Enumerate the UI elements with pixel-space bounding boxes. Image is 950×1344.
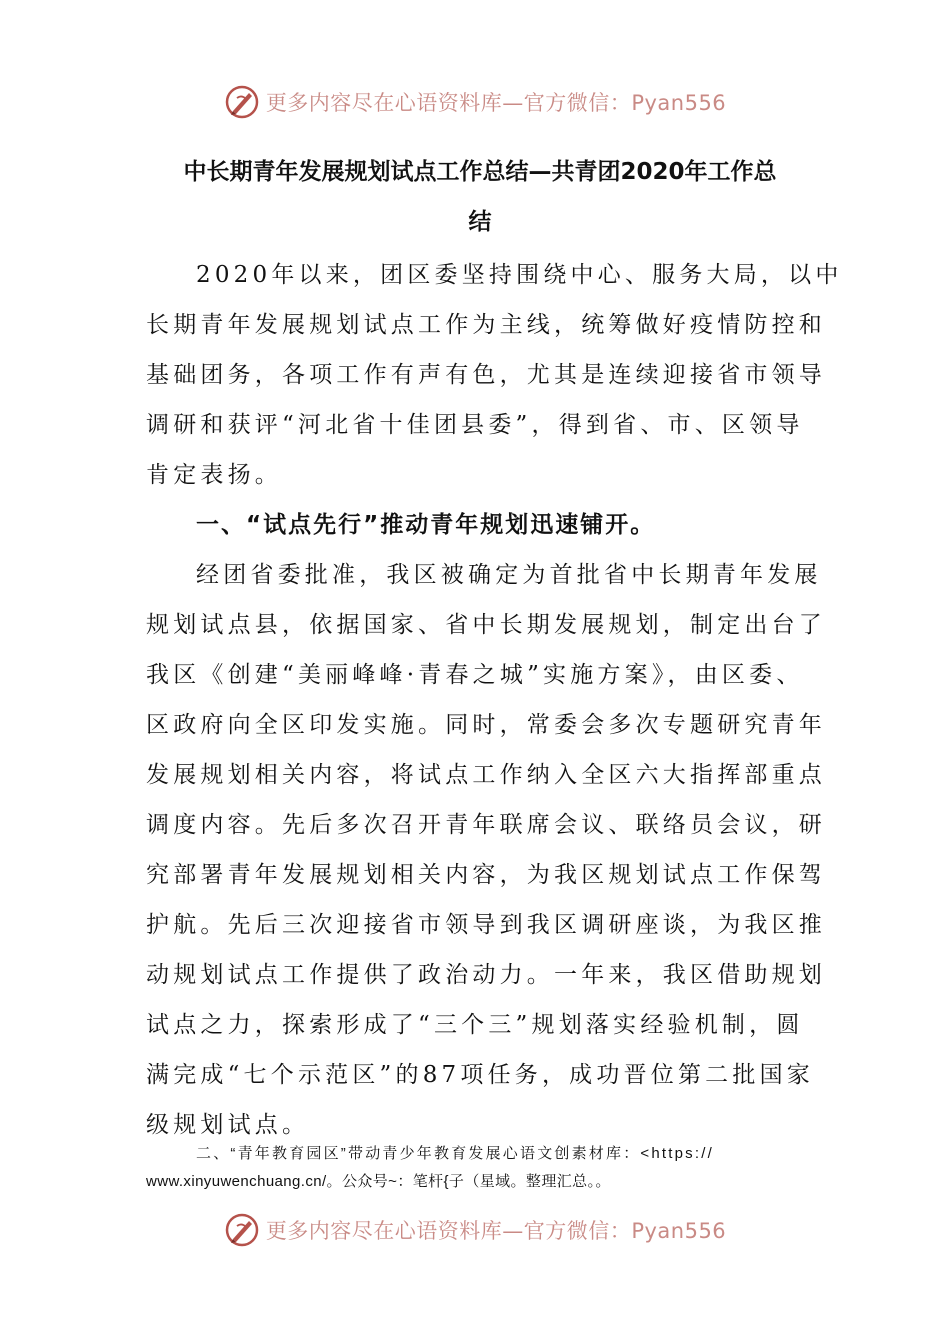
watermark-wechat-id: Pyan556 — [631, 91, 727, 115]
page-title-line-1: 中长期青年发展规划试点工作总结—共青团2020年工作总 — [183, 159, 777, 185]
paragraph-2-line: 究部署青年发展规划相关内容，为我区规划试点工作保驾 — [146, 862, 826, 888]
paragraph-1-line: 肯定表扬。 — [146, 462, 282, 488]
watermark-label: 更多内容尽在心语资料库—官方微信： — [265, 1219, 632, 1243]
paragraph-2-line: 规划试点县，依据国家、省中长期发展规划，制定出台了 — [146, 612, 826, 638]
watermark-banner-bottom — [0, 1208, 950, 1252]
paragraph-2-line: 我区《创建“美丽峰峰·青春之城”实施方案》，由区委、 — [146, 662, 804, 688]
section-heading-1: 一、“试点先行”推动青年规划迅速铺开。 — [196, 512, 656, 538]
footer-line-2: www.xinyuwenchuang.cn/。公众号~：笔杆{子（星域。整理汇总。。 — [146, 1173, 611, 1190]
paragraph-2-line: 满完成“七个示范区”的87项任务，成功晋位第二批国家 — [146, 1062, 814, 1088]
paragraph-2-line: 护航。先后三次迎接省市领导到我区调研座谈，为我区推 — [146, 912, 826, 938]
watermark-text — [266, 87, 726, 117]
paragraph-1-line: 2020年以来，团区委坚持围绕中心、服务大局，以中 — [196, 262, 843, 288]
paragraph-2-line: 经团省委批准，我区被确定为首批省中长期青年发展 — [196, 562, 822, 588]
footer-line-1: 二、“青年教育园区”带动青少年教育发展心语文创素材库：<https:// — [196, 1145, 714, 1162]
paragraph-2-line: 调度内容。先后多次召开青年联席会议、联络员会议，研 — [146, 812, 826, 838]
paragraph-1-line: 调研和获评“河北省十佳团县委”，得到省、市、区领导 — [146, 412, 804, 438]
paragraph-2-line: 试点之力，探索形成了“三个三”规划落实经验机制，圆 — [146, 1012, 804, 1038]
watermark-label: 更多内容尽在心语资料库—官方微信： — [265, 91, 632, 115]
pen-logo-icon — [224, 1212, 260, 1248]
paragraph-2-line: 发展规划相关内容，将试点工作纳入全区六大指挥部重点 — [146, 762, 826, 788]
paragraph-1-line: 基础团务，各项工作有声有色，尤其是连续迎接省市领导 — [146, 362, 826, 388]
page-title-line-2: 结 — [468, 209, 492, 235]
paragraph-2-line: 区政府向全区印发实施。同时，常委会多次专题研究青年 — [146, 712, 826, 738]
paragraph-2-line: 动规划试点工作提供了政治动力。一年来，我区借助规划 — [146, 962, 826, 988]
pen-logo-icon — [224, 84, 260, 120]
watermark-banner-top — [0, 80, 950, 124]
paragraph-2-line: 级规划试点。 — [146, 1112, 310, 1138]
watermark-text — [266, 1215, 726, 1245]
watermark-wechat-id: Pyan556 — [631, 1219, 727, 1243]
paragraph-1-line: 长期青年发展规划试点工作为主线，统筹做好疫情防控和 — [146, 312, 826, 338]
